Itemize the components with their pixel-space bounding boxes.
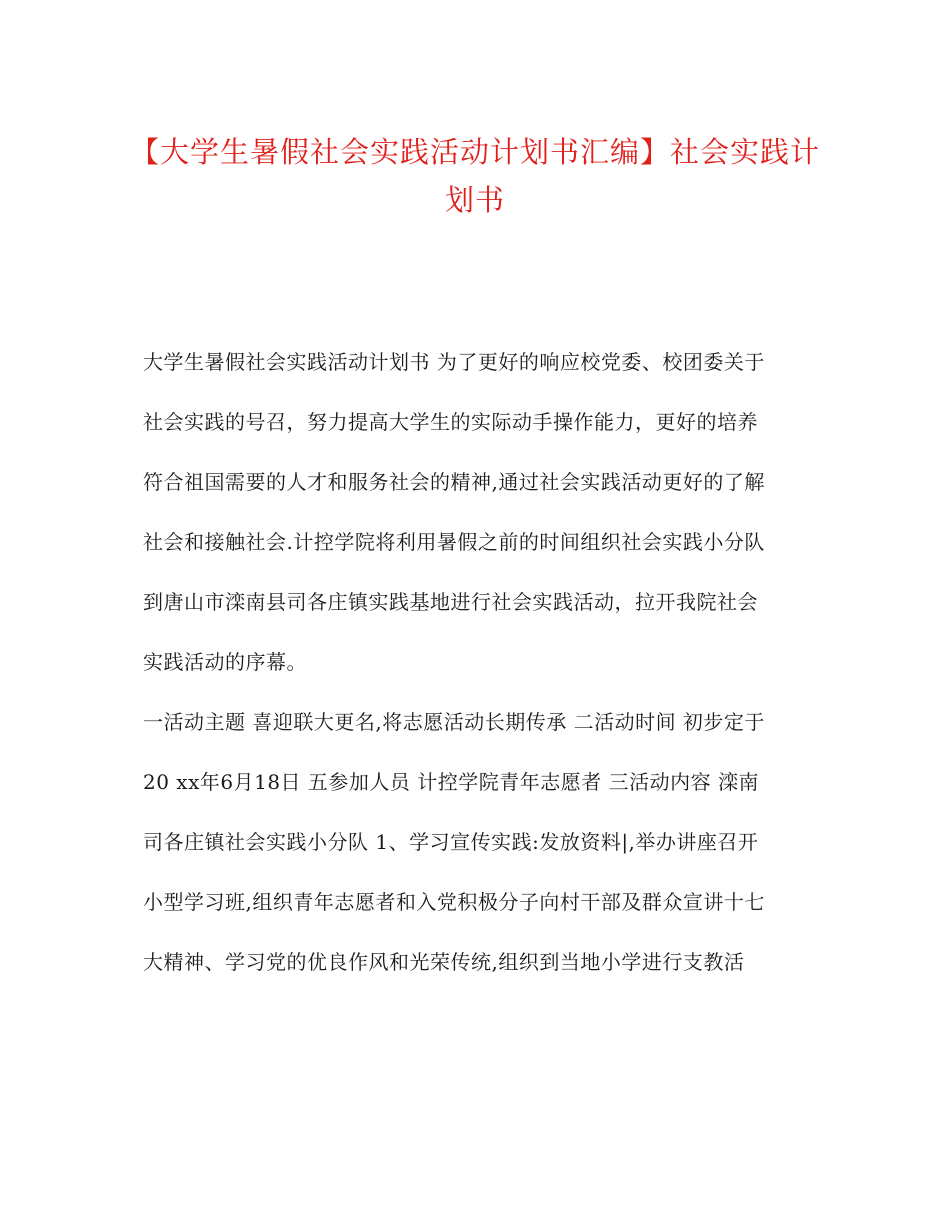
title-line: 【大学生暑假社会实践活动计划书汇编】社会实践计	[129, 135, 820, 169]
paragraph-line: 一活动主题 喜迎联大更名,将志愿活动长期传承 二活动时间 初步定于	[143, 710, 765, 734]
paragraph-1	[143, 332, 823, 692]
title-line: 划书	[444, 183, 505, 217]
paragraph-line: 实践活动的序幕。	[143, 650, 307, 674]
paragraph-line: 大学生暑假社会实践活动计划书 为了更好的响应校党委、校团委关于	[143, 350, 765, 374]
paragraph-line: 大精神、学习党的优良作风和光荣传统,组织到当地小学进行支教活	[143, 950, 745, 974]
paragraph-line: 社会和接触社会.计控学院将利用暑假之前的时间组织社会实践小分队	[143, 530, 765, 554]
paragraph-2	[143, 692, 823, 992]
paragraph-line: 符合祖国需要的人才和服务社会的精神,通过社会实践活动更好的了解	[143, 470, 765, 494]
document-body	[143, 332, 823, 992]
paragraph-line: 到唐山市滦南县司各庄镇实践基地进行社会实践活动，拉开我院社会	[143, 590, 758, 614]
paragraph-line: 20 xx年6月18日 五参加人员 计控学院青年志愿者 三活动内容 滦南	[143, 770, 759, 794]
document-title	[120, 128, 830, 224]
paragraph-line: 司各庄镇社会实践小分队 1、学习宣传实践:发放资料|,举办讲座召开	[143, 830, 759, 854]
paragraph-line: 社会实践的号召，努力提高大学生的实际动手操作能力，更好的培养	[143, 410, 758, 434]
paragraph-line: 小型学习班,组织青年志愿者和入党积极分子向村干部及群众宣讲十七	[143, 890, 765, 914]
